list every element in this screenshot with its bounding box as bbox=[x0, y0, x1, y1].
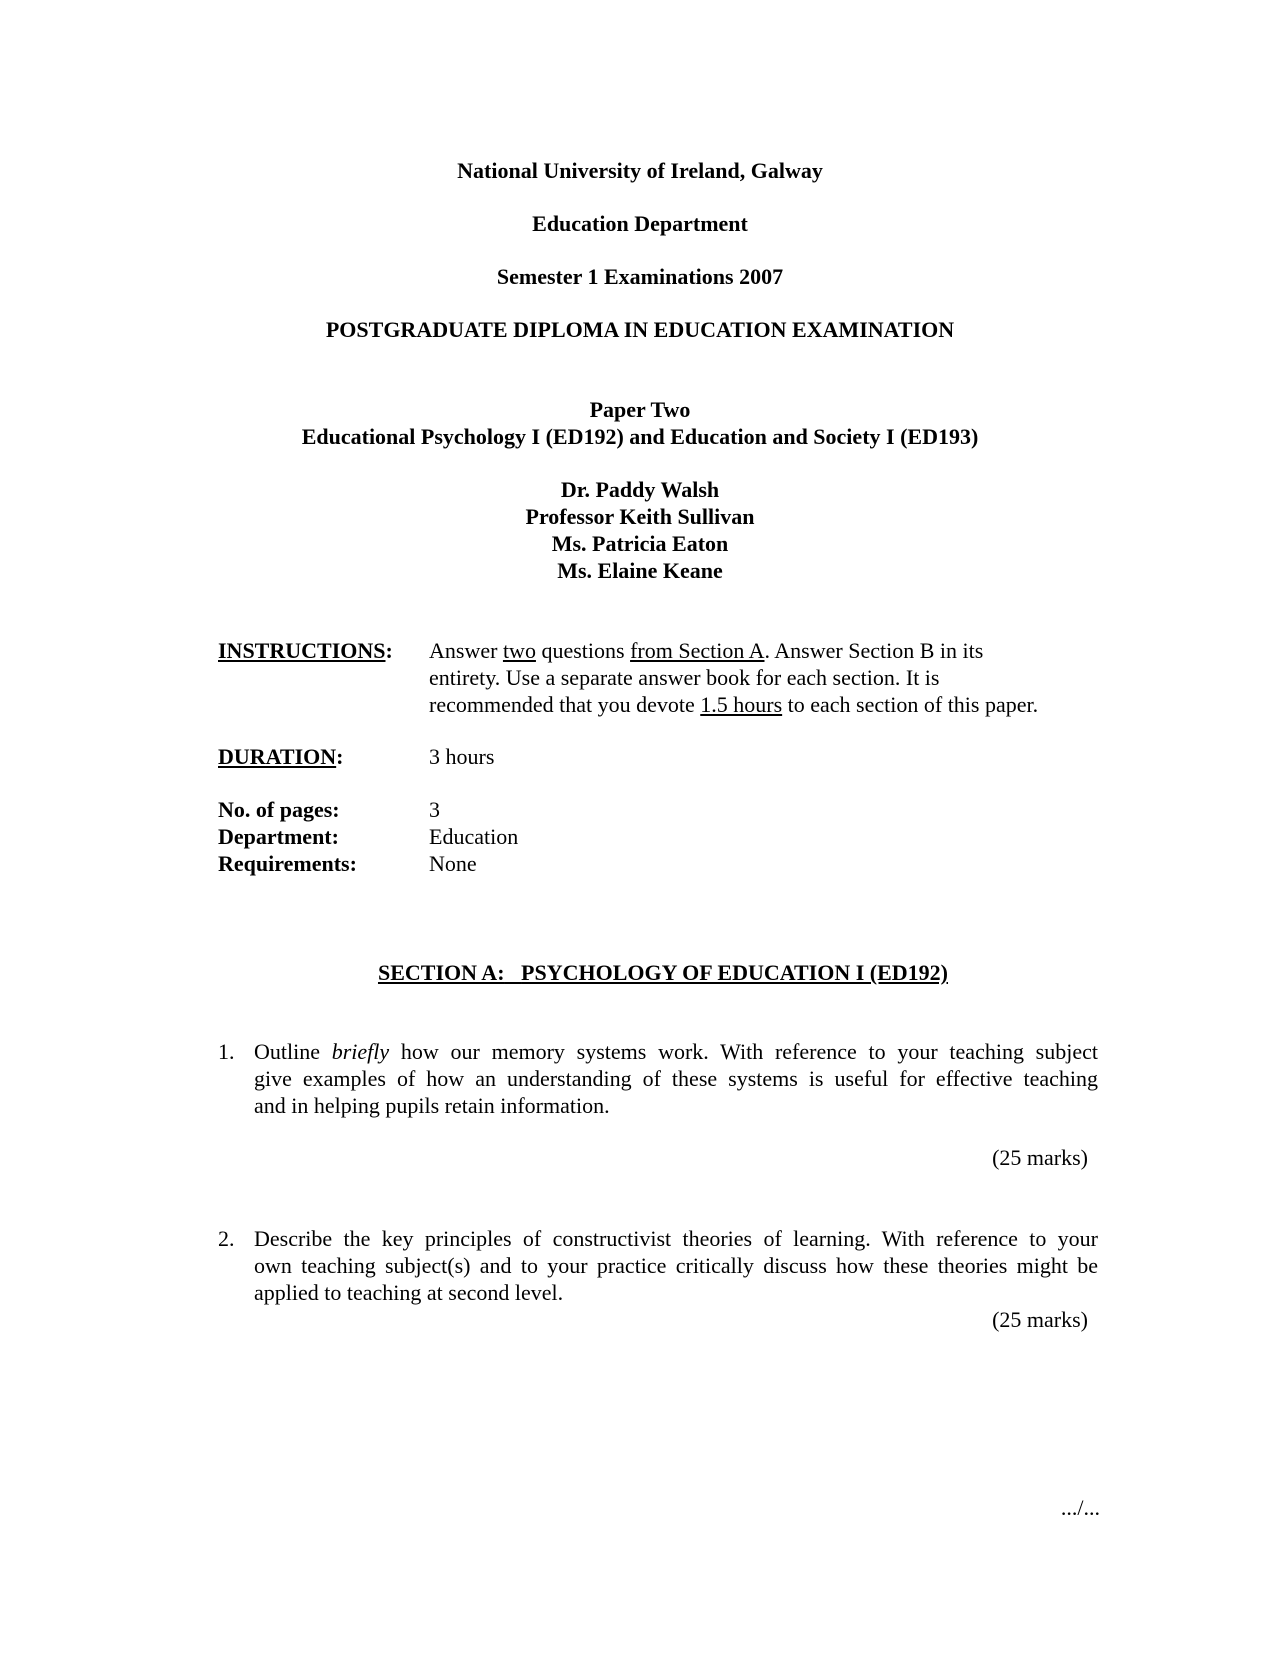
pages-value: 3 bbox=[429, 797, 440, 822]
question-line: applied to teaching at second level. bbox=[254, 1280, 564, 1305]
section-a-heading: SECTION A: PSYCHOLOGY OF EDUCATION I (ED192) bbox=[377, 960, 949, 985]
instructions-line: Answer two questions from Section A. Answer Section B in its bbox=[429, 638, 984, 663]
requirements-label: Requirements: bbox=[218, 851, 357, 876]
page-continued-marker: .../... bbox=[1060, 1495, 1100, 1520]
question-line: Describe the key principles of constructivist theories of learning. With reference to your bbox=[254, 1226, 1098, 1251]
examiners-list bbox=[0, 476, 1280, 584]
question-2-marks: (25 marks) bbox=[992, 1307, 1088, 1332]
department-title: Education Department bbox=[532, 211, 748, 236]
exam-title: POSTGRADUATE DIPLOMA IN EDUCATION EXAMINATION bbox=[325, 317, 955, 342]
question-line: give examples of how an understanding of these systems is useful for effective teaching bbox=[254, 1066, 1098, 1091]
department-value: Education bbox=[429, 824, 519, 849]
question-line: Outline briefly how our memory systems work. With reference to your teaching subject bbox=[254, 1039, 1098, 1064]
question-1-marks: (25 marks) bbox=[992, 1145, 1088, 1170]
duration-value: 3 hours bbox=[429, 744, 495, 769]
instructions-label: INSTRUCTIONS: bbox=[218, 638, 393, 663]
paper-subjects: Educational Psychology I (ED192) and Education and Society I (ED193) bbox=[301, 424, 979, 449]
department-label: Department: bbox=[218, 824, 339, 849]
question-line: own teaching subject(s) and to your practice critically discuss how these theories might be bbox=[254, 1253, 1098, 1278]
question-text bbox=[254, 1038, 1098, 1119]
instructions-text bbox=[429, 637, 1089, 718]
exam-session: Semester 1 Examinations 2007 bbox=[496, 264, 784, 289]
question-text bbox=[254, 1225, 1098, 1306]
question-number: 2. bbox=[218, 1226, 235, 1251]
pages-label: No. of pages: bbox=[218, 797, 340, 822]
question-number: 1. bbox=[218, 1039, 235, 1064]
university-title: National University of Ireland, Galway bbox=[457, 158, 823, 183]
requirements-value: None bbox=[429, 851, 477, 876]
examiner-name: Ms. Patricia Eaton bbox=[551, 531, 729, 556]
examiner-name: Dr. Paddy Walsh bbox=[560, 477, 720, 502]
examiner-name: Ms. Elaine Keane bbox=[557, 558, 723, 583]
duration-label: DURATION: bbox=[218, 744, 344, 769]
paper-number: Paper Two bbox=[589, 397, 691, 422]
examiner-name: Professor Keith Sullivan bbox=[525, 504, 755, 529]
instructions-line: recommended that you devote 1.5 hours to each section of this paper. bbox=[429, 692, 1039, 717]
instructions-line: entirety. Use a separate answer book for each section. It is bbox=[429, 665, 940, 690]
question-line: and in helping pupils retain information. bbox=[254, 1093, 610, 1118]
